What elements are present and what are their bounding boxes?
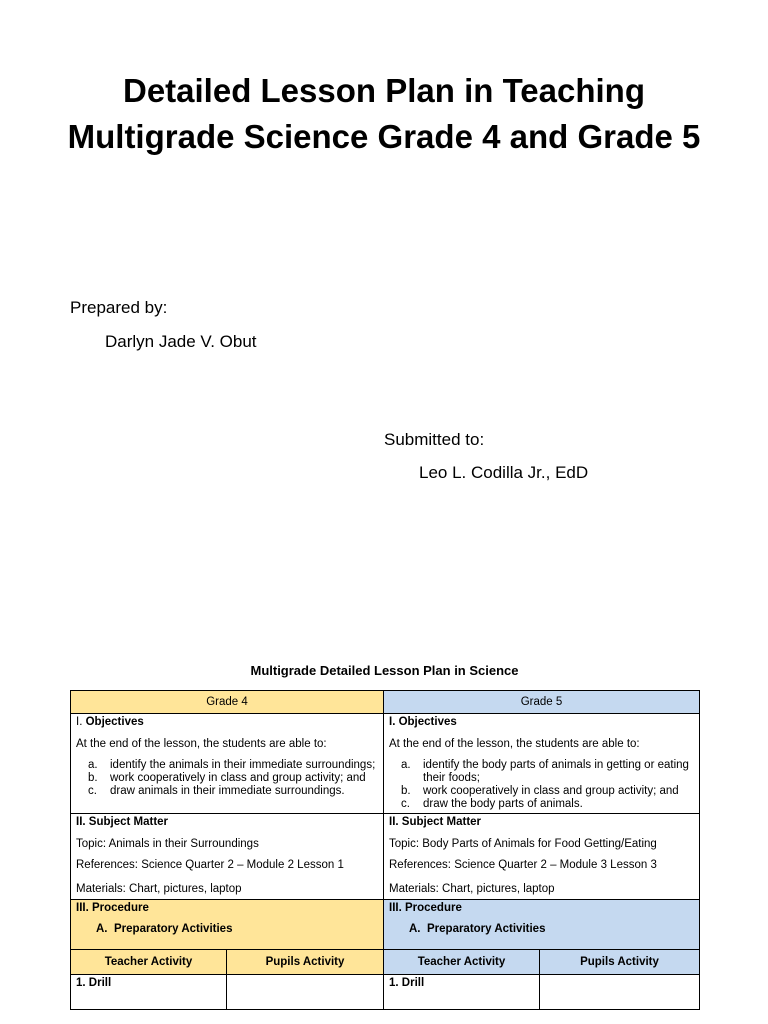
prepared-by-name: Darlyn Jade V. Obut [105,332,257,351]
preparatory-marker: A. [409,923,421,935]
grade5-preparatory-activities [409,923,694,935]
grade5-objectives-intro: At the end of the lesson, the students are able to: [389,738,640,750]
grade4-subject-heading: II. Subject Matter [76,816,169,828]
grade5-topic: Topic: Body Parts of Animals for Food Getting/Eating [389,838,657,850]
grade5-drill-label: 1. Drill [384,975,540,1010]
grade4-objectives-intro: At the end of the lesson, the students are able to: [76,738,327,750]
grade5-objectives-heading [389,716,694,728]
list-marker: b. [401,785,411,797]
list-marker: a. [401,759,411,771]
prepared-by-label: Prepared by: [70,298,168,317]
list-item [401,785,694,798]
grade5-pupils-cell [540,975,700,1010]
grade4-materials: Materials: Chart, pictures, laptop [76,883,242,895]
submitted-to-name: Leo L. Codilla Jr., EdD [419,463,589,482]
list-item [88,772,378,785]
grade5-procedure-cell [384,900,700,950]
activity-header-row [71,950,700,975]
objective-text: draw the body parts of animals. [423,798,583,810]
subject-matter-row [71,814,700,900]
grade4-pupils-cell [227,975,384,1010]
grade5-subject-heading: II. Subject Matter [389,816,482,828]
list-item [88,785,378,798]
lesson-plan-table [70,690,700,1010]
grade4-preparatory-activities [96,923,378,935]
submitted-to-label: Submitted to: [384,430,485,449]
grade4-objectives-heading [76,716,378,728]
list-marker: c. [88,785,97,797]
preparatory-label: Preparatory Activities [427,923,546,935]
grade4-references: References: Science Quarter 2 – Module 2 Lesson 1 [76,859,344,871]
grade5-objectives-list [389,759,694,811]
list-item [401,798,694,811]
list-marker: a. [88,759,98,771]
grade5-objectives-cell [384,714,700,814]
grade4-drill-label: 1. Drill [71,975,227,1010]
grade4-objectives-prefix: I. [76,716,83,728]
objective-text: work cooperatively in class and group activity; and [110,772,366,784]
procedure-row [71,900,700,950]
grade4-objectives-list [76,759,378,798]
list-marker: b. [88,772,98,784]
grade4-topic: Topic: Animals in their Surroundings [76,838,259,850]
grade4-header: Grade 4 [71,691,384,714]
grade5-materials: Materials: Chart, pictures, laptop [389,883,555,895]
grade5-subject-cell [384,814,700,900]
grade5-header: Grade 5 [384,691,700,714]
grade5-pupils-activity-header: Pupils Activity [540,950,700,975]
objective-text: identify the body parts of animals in getting or eating their foods; [423,759,689,784]
grade4-procedure-heading: III. Procedure [76,902,149,914]
document-title: Detailed Lesson Plan in Teaching Multigrade Science Grade 4 and Grade 5 [67,72,701,155]
grade-header-row [71,691,700,714]
table-caption: Multigrade Detailed Lesson Plan in Science [250,663,519,678]
objective-text: draw animals in their immediate surroundings. [110,785,345,797]
grade5-objectives-title: I. Objectives [389,716,457,728]
grade4-teacher-activity-header: Teacher Activity [71,950,227,975]
grade4-objectives-title: Objectives [85,716,144,728]
grade5-teacher-activity-header: Teacher Activity [384,950,540,975]
list-marker: c. [401,798,410,810]
objective-text: work cooperatively in class and group activity; and [423,785,679,797]
drill-row [71,975,700,1010]
grade4-pupils-activity-header: Pupils Activity [227,950,384,975]
grade4-subject-cell [71,814,384,900]
list-item [401,759,694,785]
grade5-references: References: Science Quarter 2 – Module 3 Lesson 3 [389,859,657,871]
list-item [88,759,378,772]
grade5-procedure-heading: III. Procedure [389,902,462,914]
grade4-objectives-cell [71,714,384,814]
preparatory-label: Preparatory Activities [114,923,233,935]
preparatory-marker: A. [96,923,108,935]
objective-text: identify the animals in their immediate surroundings; [110,759,376,771]
objectives-row [71,714,700,814]
grade4-procedure-cell [71,900,384,950]
